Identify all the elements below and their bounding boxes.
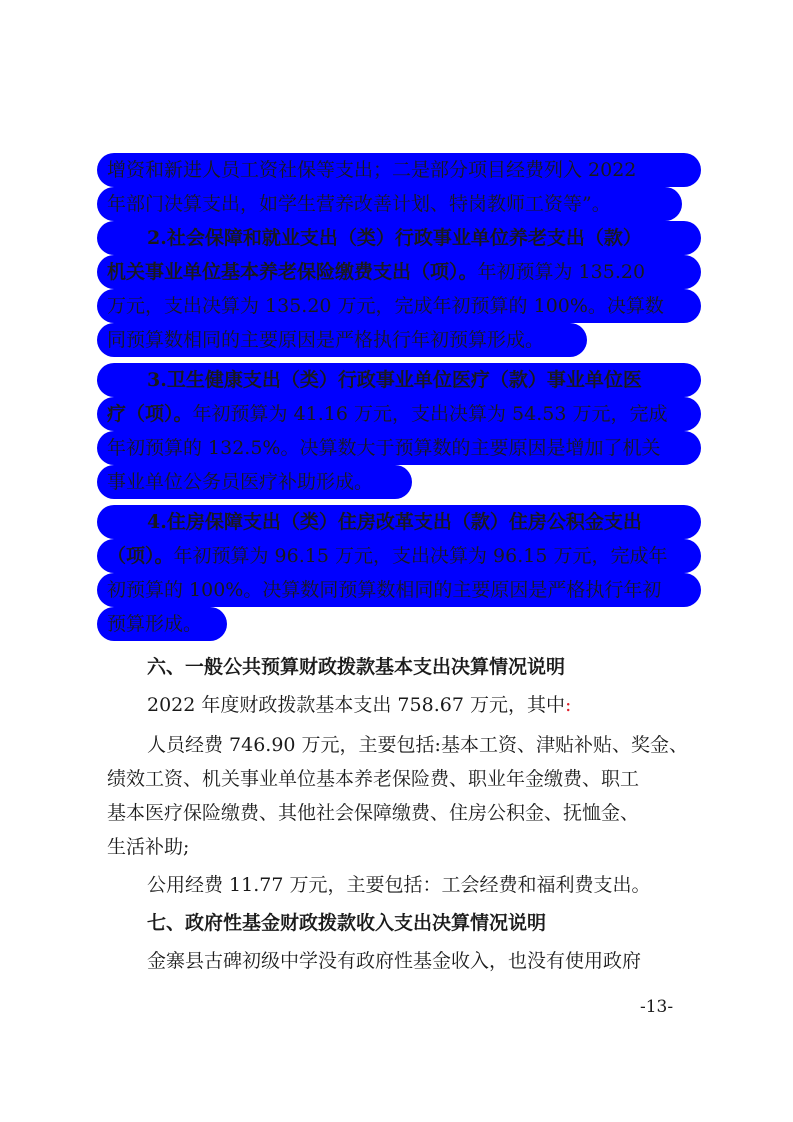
highlighted-line xyxy=(107,187,697,221)
body-text: 金寨县古碑初级中学没有政府性基金收入，也没有使用政府 xyxy=(147,950,642,972)
highlighted-line xyxy=(147,505,737,539)
basic-expenditure-total xyxy=(147,688,737,722)
total-colon: : xyxy=(564,694,572,716)
highlighted-line xyxy=(107,323,697,357)
page-number: -13- xyxy=(640,997,674,1017)
item-heading: 3.卫生健康支出（类）行政事业单位医疗（款）事业单位医 xyxy=(147,369,642,391)
section-heading: 六、一般公共预算财政拨款基本支出决算情况说明 xyxy=(147,656,566,678)
highlighted-line-text: 年初预算为 96.15 万元，支出决算为 96.15 万元，完成年 xyxy=(173,545,668,567)
total-text: 2022 年度财政拨款基本支出 758.67 万元，其中 xyxy=(147,694,565,716)
highlighted-line-text: 年初预算为 135.20 xyxy=(477,261,646,283)
personnel-expense-text: 绩效工资、机关事业单位基本养老保险费、职业年金缴费、职工 xyxy=(107,768,640,790)
highlighted-line xyxy=(107,539,697,573)
item-heading: 疗（项）。 xyxy=(107,403,193,425)
item-heading: （项）。 xyxy=(107,545,174,567)
highlighted-line-text: 年部门决算支出，如学生营养改善计划、特岗教师工资等”。 xyxy=(107,193,611,215)
highlighted-line-text: 同预算数相同的主要原因是严格执行年初预算形成。 xyxy=(107,329,545,351)
highlighted-line xyxy=(107,431,697,465)
highlighted-line xyxy=(107,607,697,641)
public-expense-text: 公用经费 11.77 万元，主要包括：工会经费和福利费支出。 xyxy=(147,874,651,896)
highlighted-line-text: 年初预算为 41.16 万元，支出决算为 54.53 万元，完成 xyxy=(192,403,668,425)
section-heading: 七、政府性基金财政拨款收入支出决算情况说明 xyxy=(147,912,547,934)
personnel-expense-text: 人员经费 746.90 万元，主要包括:基本工资、津贴补贴、奖金、 xyxy=(147,734,688,756)
highlighted-line xyxy=(107,465,697,499)
highlighted-line-text: 年初预算的 132.5%。决算数大于预算数的主要原因是增加了机关 xyxy=(107,437,661,459)
highlighted-line-text: 预算形成。 xyxy=(107,613,203,635)
highlighted-line-text: 事业单位公务员医疗补助形成。 xyxy=(107,471,374,493)
highlighted-line xyxy=(147,221,737,255)
item-heading: 2.社会保障和就业支出（类）行政事业单位养老支出（款） xyxy=(147,227,642,249)
highlighted-line xyxy=(107,255,697,289)
highlighted-line xyxy=(107,289,697,323)
highlighted-line-text: 增资和新进人员工资社保等支出；二是部分项目经费列入 2022 xyxy=(107,159,637,181)
personnel-expense-text: 基本医疗保险缴费、其他社会保障缴费、住房公积金、抚恤金、 xyxy=(107,802,640,824)
personnel-expense-text: 生活补助; xyxy=(107,836,190,858)
item-heading: 4.住房保障支出（类）住房改革支出（款）住房公积金支出 xyxy=(147,511,642,533)
highlighted-line xyxy=(147,363,737,397)
highlighted-line-text: 万元，支出决算为 135.20 万元，完成年初预算的 100%。决算数 xyxy=(107,295,664,317)
highlighted-line xyxy=(107,397,697,431)
highlighted-line xyxy=(107,153,697,187)
highlighted-line xyxy=(107,573,697,607)
highlighted-line-text: 初预算的 100%。决算数同预算数相同的主要原因是严格执行年初 xyxy=(107,579,662,601)
item-heading: 机关事业单位基本养老保险缴费支出（项）。 xyxy=(107,261,478,283)
